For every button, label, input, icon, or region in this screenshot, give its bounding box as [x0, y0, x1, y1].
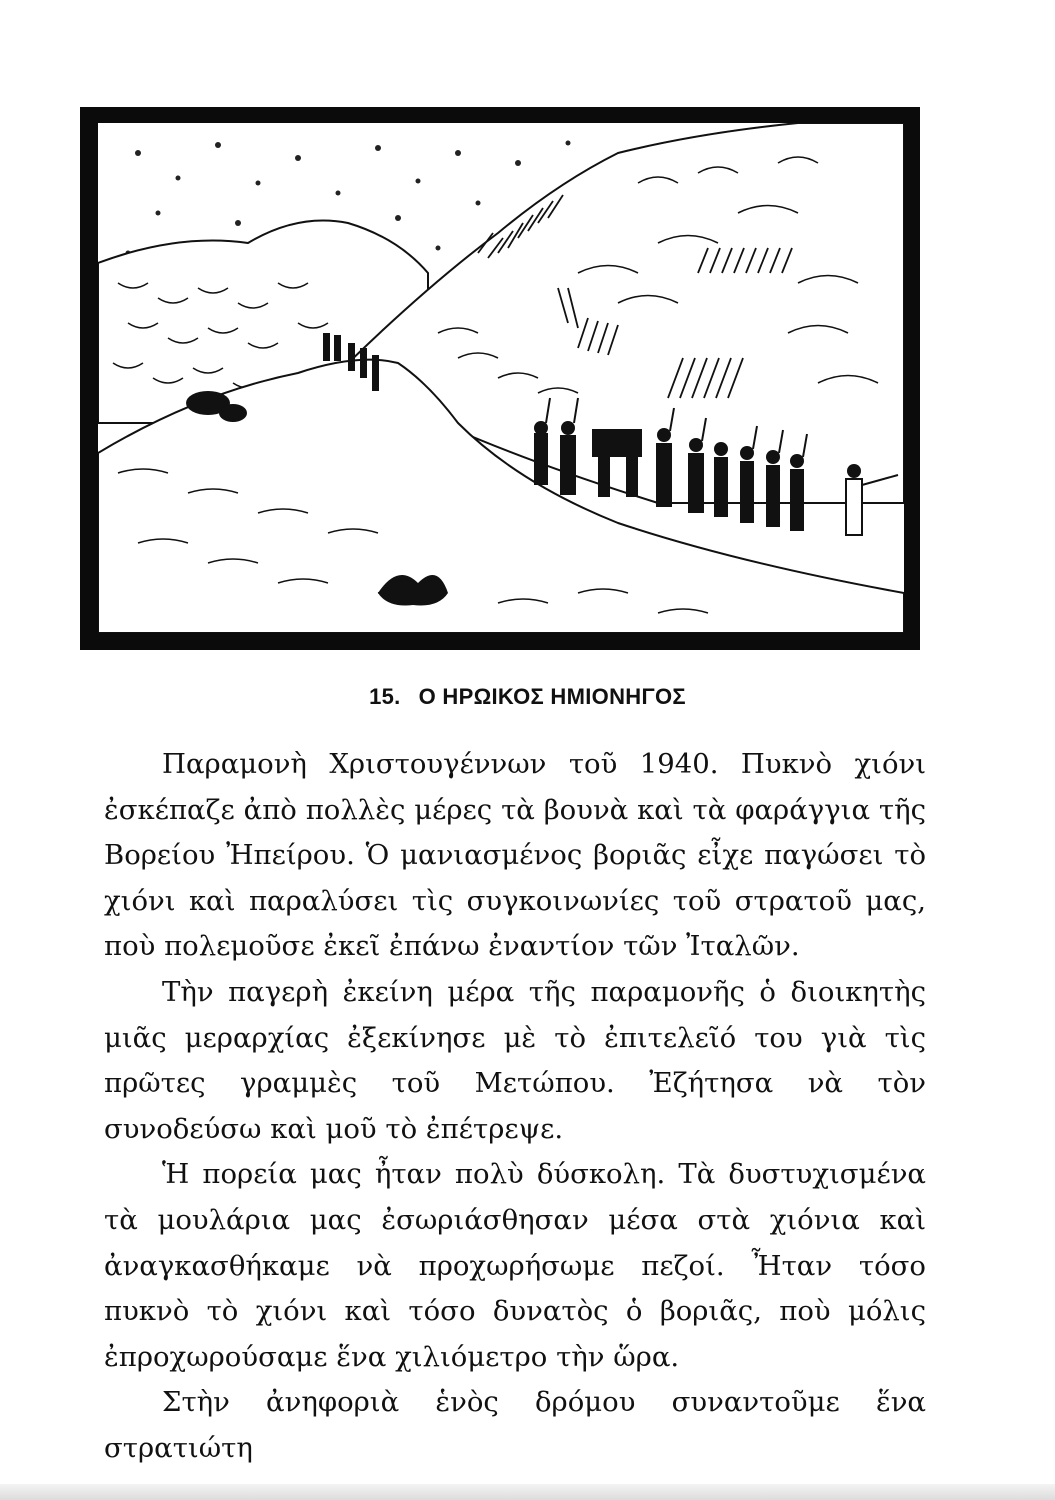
paragraph: Παραμονὴ Χριστουγέννων τοῦ 1940. Πυκνὸ χιόνι ἐσκέπαζε ἀπὸ πολλὲς μέρες τὰ βουνὰ καὶ τὰ φαράγγια τῆς Βορείου Ἠπείρου. Ὁ μανιασμένος βοριᾶς εἶχε παγώσει τὸ χιόνι καὶ παραλύσει τὶς συγκοινωνίες τοῦ στρατοῦ μας, ποὺ πολεμοῦσε ἐκεῖ ἐπάνω ἐναντίον τῶν Ἰταλῶν. — [104, 748, 926, 963]
chapter-title-text: Ο ΗΡΩΙΚΟΣ ΗΜΙΟΝΗΓΟΣ — [418, 684, 686, 709]
page-bottom-edge — [0, 1484, 1055, 1500]
paragraph: Τὴν παγερὴ ἐκείνη μέρα τῆς παραμονῆς ὁ διοικητὴς μιᾶς μεραρχίας ἐξεκίνησε μὲ τὸ ἐπιτελεῖό του γιὰ τὶς πρῶτες γραμμὲς τοῦ Μετώπου. Ἐζήτησα νὰ τὸν συνοδεύσω καὶ μοῦ τὸ ἐπέτρεψε. — [104, 975, 926, 1145]
body-text — [104, 742, 926, 1472]
snowy-mountain-illustration — [98, 123, 904, 633]
winter-march-drawing — [98, 123, 904, 633]
illustration-frame — [80, 107, 920, 650]
chapter-number: 15. — [369, 684, 401, 709]
chapter-title — [0, 684, 1055, 710]
paragraph: Στὴν ἀνηφοριὰ ἑνὸς δρόμου συναντοῦμε ἕνα στρατιώτη — [104, 1386, 926, 1464]
paragraph: Ἡ πορεία μας ἦταν πολὺ δύσκολη. Τὰ δυστυχισμένα τὰ μουλάρια μας ἐσωριάσθησαν μέσα στὰ χιόνια καὶ ἀναγκασθήκαμε νὰ προχωρήσωμε πεζοί. Ἦταν τόσο πυκνὸ τὸ χιόνι καὶ τόσο δυνατὸς ὁ βοριᾶς, ποὺ μόλις ἐπροχωρούσαμε ἕνα χιλιόμετρο τὴν ὥρα. — [104, 1158, 926, 1373]
